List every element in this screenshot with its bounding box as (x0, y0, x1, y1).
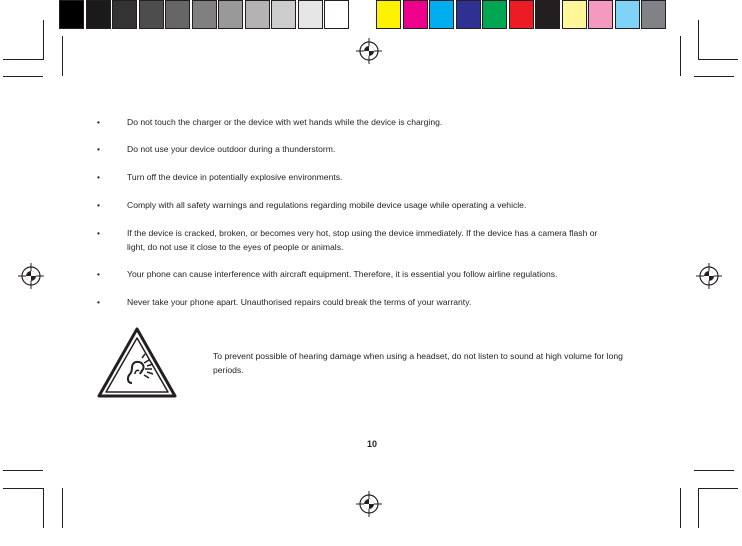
bullet-text: If the device is cracked, broken, or becomes very hot, stop using the device immediately. If the device has a camera flash or light, do not use it close to the eyes of people or animals. (127, 228, 598, 252)
bullet-text: Do not touch the charger or the device with wet hands while the device is charging. (127, 117, 443, 127)
color-swatch (562, 0, 587, 29)
crop-mark (43, 488, 44, 528)
color-swatch (192, 0, 217, 29)
registration-mark-icon (696, 263, 722, 289)
crop-mark (694, 76, 734, 77)
bullet-mark: • (97, 200, 101, 210)
hearing-warning-triangle-icon (97, 327, 177, 398)
color-swatch (139, 0, 164, 29)
color-swatch (509, 0, 534, 29)
color-swatch (218, 0, 243, 29)
registration-mark-icon (18, 263, 44, 289)
crop-mark (43, 20, 44, 60)
color-swatch (403, 0, 428, 29)
bullet-text: Turn off the device in potentially explosive environments. (127, 172, 343, 182)
bullet-mark: • (97, 144, 101, 154)
bullet-mark: • (97, 269, 101, 279)
crop-mark (680, 36, 681, 76)
color-calibration-bar (376, 0, 668, 31)
color-swatch (271, 0, 296, 29)
color-swatch (376, 0, 401, 29)
color-swatch (324, 0, 349, 29)
color-swatch (59, 0, 84, 29)
bullet-mark: • (97, 228, 101, 238)
color-swatch (429, 0, 454, 29)
bullet-text: Do not use your device outdoor during a thunderstorm. (127, 144, 336, 154)
color-swatch (245, 0, 270, 29)
page-number: 10 (366, 439, 377, 449)
color-swatch (482, 0, 507, 29)
crop-mark (698, 20, 699, 60)
bullet-mark: • (97, 172, 101, 182)
grayscale-calibration-bar (59, 0, 351, 31)
color-swatch (615, 0, 640, 29)
color-swatch (641, 0, 666, 29)
crop-mark (3, 59, 43, 60)
bullet-text: Comply with all safety warnings and regulations regarding mobile device usage while operating a vehicle. (127, 200, 527, 210)
crop-mark (62, 488, 63, 528)
registration-mark-icon (356, 491, 382, 517)
crop-mark (62, 36, 63, 76)
crop-mark (3, 470, 43, 471)
bullet-text: Your phone can cause interference with aircraft equipment. Therefore, it is essential you follow airline regulations. (127, 269, 558, 279)
crop-mark (698, 488, 738, 489)
bullet-mark: • (97, 297, 101, 307)
color-swatch (298, 0, 323, 29)
bullet-text: Never take your phone apart. Unauthorised repairs could break the terms of your warranty. (127, 297, 472, 307)
color-swatch (165, 0, 190, 29)
color-swatch (112, 0, 137, 29)
crop-mark (3, 76, 43, 77)
bullet-mark: • (97, 117, 101, 127)
color-swatch (86, 0, 111, 29)
crop-mark (694, 470, 734, 471)
crop-mark (698, 59, 738, 60)
color-swatch (456, 0, 481, 29)
crop-mark (680, 488, 681, 528)
crop-mark (698, 488, 699, 528)
hearing-warning-text: To prevent possible of hearing damage when using a headset, do not listen to sound at high volume for long periods. (213, 351, 623, 375)
color-swatch (588, 0, 613, 29)
registration-mark-icon (356, 38, 382, 64)
crop-mark (3, 488, 43, 489)
color-swatch (535, 0, 560, 29)
